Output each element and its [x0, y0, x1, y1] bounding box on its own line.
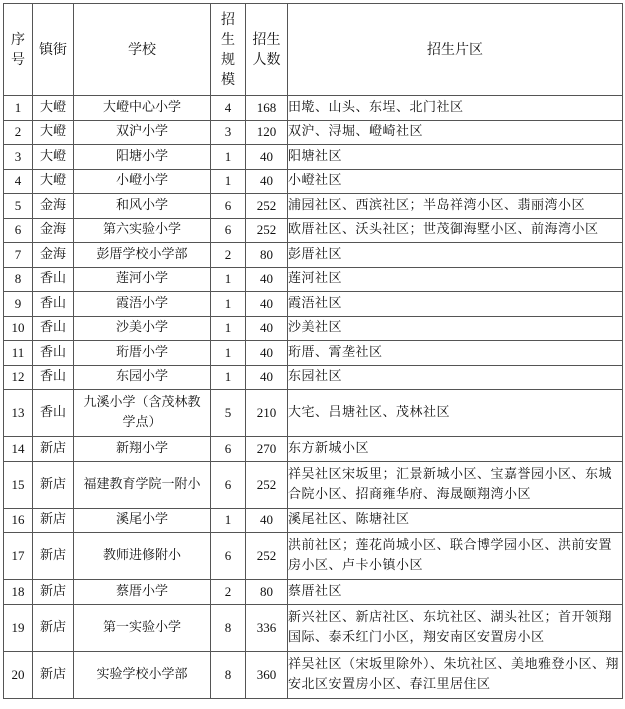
cell-school: 实验学校小学部: [74, 651, 211, 698]
cell-count: 168: [246, 96, 288, 121]
table-row: [4, 390, 623, 437]
cell-school: 东园小学: [74, 365, 211, 390]
cell-area: 新兴社区、新店社区、东坑社区、湖头社区；首开领翔国际、泰禾红门小区，翔安南区安置房小区: [288, 604, 623, 651]
cell-school: 和风小学: [74, 194, 211, 219]
cell-area: 洪前社区；莲花尚城小区、联合博学园小区、洪前安置房小区、卢卡小镇小区: [288, 533, 623, 580]
table-row: [4, 96, 623, 121]
cell-count: 40: [246, 267, 288, 292]
cell-area: 珩厝、霄垄社区: [288, 341, 623, 366]
cell-town: 金海: [33, 194, 74, 219]
cell-town: 大嶝: [33, 120, 74, 145]
cell-area: 东方新城小区: [288, 437, 623, 462]
cell-school: 莲河小学: [74, 267, 211, 292]
cell-scale: 1: [211, 145, 246, 170]
cell-scale: 3: [211, 120, 246, 145]
cell-seq: 7: [4, 243, 33, 268]
cell-area: 小嶝社区: [288, 169, 623, 194]
cell-scale: 6: [211, 218, 246, 243]
cell-seq: 9: [4, 292, 33, 317]
table-row: [4, 651, 623, 698]
cell-town: 香山: [33, 365, 74, 390]
table-body: [4, 96, 623, 699]
cell-count: 40: [246, 169, 288, 194]
table-row: [4, 604, 623, 651]
table-row: [4, 194, 623, 219]
cell-school: 珩厝小学: [74, 341, 211, 366]
cell-school: 福建教育学院一附小: [74, 461, 211, 508]
cell-area: 蔡厝社区: [288, 580, 623, 605]
cell-seq: 1: [4, 96, 33, 121]
cell-school: 溪尾小学: [74, 508, 211, 533]
table-row: [4, 461, 623, 508]
cell-count: 80: [246, 243, 288, 268]
cell-area: 浦园社区、西滨社区；半岛祥湾小区、翡丽湾小区: [288, 194, 623, 219]
table-row: [4, 145, 623, 170]
cell-count: 252: [246, 194, 288, 219]
cell-area: 彭厝社区: [288, 243, 623, 268]
cell-school: 第一实验小学: [74, 604, 211, 651]
cell-scale: 1: [211, 365, 246, 390]
cell-school: 九溪小学（含茂林教学点）: [74, 390, 211, 437]
cell-town: 大嶝: [33, 169, 74, 194]
cell-school: 教师进修附小: [74, 533, 211, 580]
cell-school: 小嶝小学: [74, 169, 211, 194]
cell-town: 香山: [33, 316, 74, 341]
table-row: [4, 533, 623, 580]
cell-count: 270: [246, 437, 288, 462]
cell-seq: 15: [4, 461, 33, 508]
cell-town: 大嶝: [33, 96, 74, 121]
cell-town: 金海: [33, 218, 74, 243]
enrollment-table: [3, 3, 623, 699]
cell-town: 新店: [33, 437, 74, 462]
cell-town: 新店: [33, 508, 74, 533]
table-row: [4, 580, 623, 605]
cell-seq: 20: [4, 651, 33, 698]
header-scale: 招生规模: [211, 4, 246, 96]
cell-seq: 8: [4, 267, 33, 292]
table-row: [4, 218, 623, 243]
cell-area: 霞浯社区: [288, 292, 623, 317]
cell-count: 210: [246, 390, 288, 437]
header-school: 学校: [74, 4, 211, 96]
cell-scale: 2: [211, 580, 246, 605]
cell-count: 40: [246, 292, 288, 317]
table-row: [4, 341, 623, 366]
cell-town: 新店: [33, 580, 74, 605]
cell-area: 祥吴社区宋坂里；汇景新城小区、宝嘉誉园小区、东城合院小区、招商雍华府、海晟颐翔湾小区: [288, 461, 623, 508]
cell-scale: 1: [211, 267, 246, 292]
cell-town: 大嶝: [33, 145, 74, 170]
cell-area: 沙美社区: [288, 316, 623, 341]
cell-area: 莲河社区: [288, 267, 623, 292]
cell-school: 蔡厝小学: [74, 580, 211, 605]
cell-seq: 18: [4, 580, 33, 605]
cell-scale: 6: [211, 461, 246, 508]
cell-area: 溪尾社区、陈塘社区: [288, 508, 623, 533]
cell-town: 香山: [33, 267, 74, 292]
cell-town: 香山: [33, 292, 74, 317]
cell-school: 新翔小学: [74, 437, 211, 462]
cell-area: 阳塘社区: [288, 145, 623, 170]
cell-scale: 8: [211, 604, 246, 651]
cell-town: 新店: [33, 651, 74, 698]
cell-school: 彭厝学校小学部: [74, 243, 211, 268]
cell-count: 252: [246, 218, 288, 243]
cell-seq: 19: [4, 604, 33, 651]
cell-seq: 14: [4, 437, 33, 462]
cell-town: 香山: [33, 341, 74, 366]
cell-scale: 6: [211, 194, 246, 219]
cell-scale: 6: [211, 437, 246, 462]
cell-school: 第六实验小学: [74, 218, 211, 243]
cell-count: 40: [246, 508, 288, 533]
cell-seq: 11: [4, 341, 33, 366]
cell-count: 40: [246, 341, 288, 366]
cell-school: 沙美小学: [74, 316, 211, 341]
cell-scale: 5: [211, 390, 246, 437]
cell-seq: 12: [4, 365, 33, 390]
cell-count: 40: [246, 145, 288, 170]
cell-area: 大宅、吕塘社区、茂林社区: [288, 390, 623, 437]
cell-seq: 17: [4, 533, 33, 580]
cell-count: 252: [246, 461, 288, 508]
cell-seq: 2: [4, 120, 33, 145]
cell-town: 新店: [33, 461, 74, 508]
cell-town: 金海: [33, 243, 74, 268]
cell-seq: 16: [4, 508, 33, 533]
cell-count: 40: [246, 365, 288, 390]
cell-scale: 2: [211, 243, 246, 268]
header-seq: 序号: [4, 4, 33, 96]
cell-town: 新店: [33, 604, 74, 651]
header-count: 招生人数: [246, 4, 288, 96]
cell-count: 120: [246, 120, 288, 145]
cell-seq: 4: [4, 169, 33, 194]
table-row: [4, 267, 623, 292]
cell-seq: 6: [4, 218, 33, 243]
header-town: 镇街: [33, 4, 74, 96]
cell-scale: 1: [211, 316, 246, 341]
header-row: [4, 4, 623, 96]
cell-scale: 1: [211, 341, 246, 366]
cell-scale: 1: [211, 292, 246, 317]
cell-seq: 13: [4, 390, 33, 437]
table-row: [4, 508, 623, 533]
cell-school: 霞浯小学: [74, 292, 211, 317]
cell-school: 阳塘小学: [74, 145, 211, 170]
cell-count: 360: [246, 651, 288, 698]
table-row: [4, 437, 623, 462]
cell-scale: 6: [211, 533, 246, 580]
table-row: [4, 365, 623, 390]
cell-scale: 8: [211, 651, 246, 698]
cell-school: 大嶝中心小学: [74, 96, 211, 121]
cell-area: 东园社区: [288, 365, 623, 390]
cell-town: 香山: [33, 390, 74, 437]
table-row: [4, 120, 623, 145]
cell-scale: 4: [211, 96, 246, 121]
table-row: [4, 292, 623, 317]
cell-seq: 10: [4, 316, 33, 341]
cell-scale: 1: [211, 508, 246, 533]
header-area: 招生片区: [288, 4, 623, 96]
cell-count: 252: [246, 533, 288, 580]
cell-count: 336: [246, 604, 288, 651]
cell-town: 新店: [33, 533, 74, 580]
cell-area: 田墘、山头、东埕、北门社区: [288, 96, 623, 121]
table-row: [4, 169, 623, 194]
table-row: [4, 316, 623, 341]
cell-area: 祥吴社区（宋坂里除外）、朱坑社区、美地雅登小区、翔安北区安置房小区、春江里居住区: [288, 651, 623, 698]
table-row: [4, 243, 623, 268]
cell-area: 双沪、浔堀、嶝崎社区: [288, 120, 623, 145]
cell-count: 40: [246, 316, 288, 341]
cell-school: 双沪小学: [74, 120, 211, 145]
cell-scale: 1: [211, 169, 246, 194]
cell-seq: 3: [4, 145, 33, 170]
cell-seq: 5: [4, 194, 33, 219]
cell-area: 欧厝社区、沃头社区；世茂御海墅小区、前海湾小区: [288, 218, 623, 243]
cell-count: 80: [246, 580, 288, 605]
